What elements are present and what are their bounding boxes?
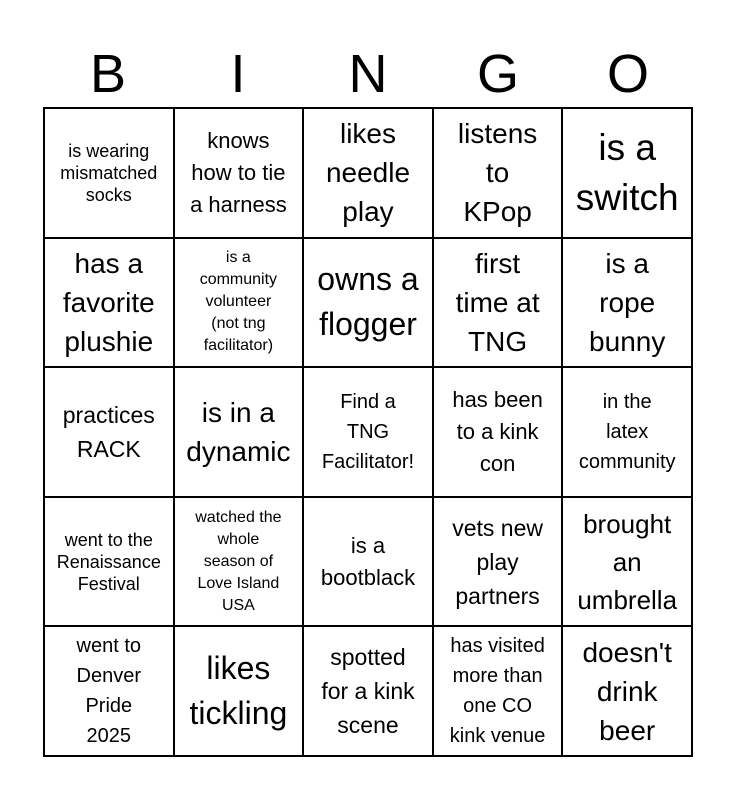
cell-text: is wearing mismatched socks bbox=[60, 140, 158, 205]
bingo-cell[interactable] bbox=[303, 108, 433, 238]
bingo-cell[interactable] bbox=[44, 108, 174, 238]
cell-text: is a rope bunny bbox=[589, 247, 666, 357]
bingo-cell[interactable] bbox=[433, 108, 563, 238]
cell-text: vets new play partners bbox=[452, 514, 543, 609]
cell-text: is a switch bbox=[575, 126, 679, 218]
bingo-cell[interactable] bbox=[433, 626, 563, 756]
bingo-cell[interactable] bbox=[562, 108, 692, 238]
cell-text: has visited more than one CO kink venue bbox=[449, 635, 546, 748]
cell-text: has been to a kink con bbox=[452, 386, 543, 476]
bingo-cell[interactable] bbox=[562, 367, 692, 497]
bingo-cell[interactable] bbox=[303, 367, 433, 497]
bingo-cell[interactable] bbox=[44, 626, 174, 756]
cell-text: has a favorite plushie bbox=[62, 247, 155, 357]
cell-text: watched the whole season of Love Island USA bbox=[195, 508, 282, 614]
bingo-cell[interactable] bbox=[303, 238, 433, 368]
cell-text: is a community volunteer (not tng facilitator) bbox=[199, 249, 278, 355]
cell-text: went to Denver Pride 2025 bbox=[76, 635, 142, 748]
bingo-header bbox=[43, 40, 693, 108]
bingo-cell[interactable] bbox=[44, 367, 174, 497]
cell-text: likes needle play bbox=[325, 118, 411, 228]
cell-text: in the latex community bbox=[578, 390, 676, 473]
cell-text: doesn't drink beer bbox=[582, 636, 672, 746]
header-letter-g: G bbox=[476, 44, 519, 104]
cell-text: brought an umbrella bbox=[577, 508, 678, 615]
bingo-cell[interactable] bbox=[303, 626, 433, 756]
bingo-cell[interactable] bbox=[562, 626, 692, 756]
cell-text: is in a dynamic bbox=[186, 396, 291, 467]
cell-text: spotted for a kink scene bbox=[321, 644, 415, 739]
bingo-cell[interactable] bbox=[174, 108, 304, 238]
cell-text: likes tickling bbox=[189, 650, 288, 732]
bingo-cell[interactable] bbox=[174, 367, 304, 497]
cell-text: first time at TNG bbox=[455, 247, 540, 357]
cell-text: listens to KPop bbox=[457, 118, 538, 228]
bingo-grid bbox=[43, 107, 693, 757]
header-letter-o: O bbox=[606, 44, 649, 104]
header-letter-b: B bbox=[89, 44, 127, 104]
bingo-cell[interactable] bbox=[174, 626, 304, 756]
cell-text: is a bootblack bbox=[320, 532, 416, 590]
bingo-cell[interactable] bbox=[562, 497, 692, 627]
bingo-cell[interactable] bbox=[303, 497, 433, 627]
cell-text: practices RACK bbox=[62, 401, 155, 462]
header-letter-n: N bbox=[348, 44, 388, 104]
bingo-cell[interactable] bbox=[44, 497, 174, 627]
bingo-cell[interactable] bbox=[44, 238, 174, 368]
cell-text: went to the Renaissance Festival bbox=[56, 529, 161, 594]
cell-text: Find a TNG Facilitator! bbox=[321, 390, 415, 473]
header-letter-i: I bbox=[230, 44, 246, 104]
cell-text: owns a flogger bbox=[317, 261, 419, 343]
bingo-cell[interactable] bbox=[174, 497, 304, 627]
bingo-cell[interactable] bbox=[562, 238, 692, 368]
bingo-cell[interactable] bbox=[174, 238, 304, 368]
bingo-cell[interactable] bbox=[433, 367, 563, 497]
bingo-cell[interactable] bbox=[433, 238, 563, 368]
bingo-cell[interactable] bbox=[433, 497, 563, 627]
cell-text: knows how to tie a harness bbox=[190, 127, 287, 217]
